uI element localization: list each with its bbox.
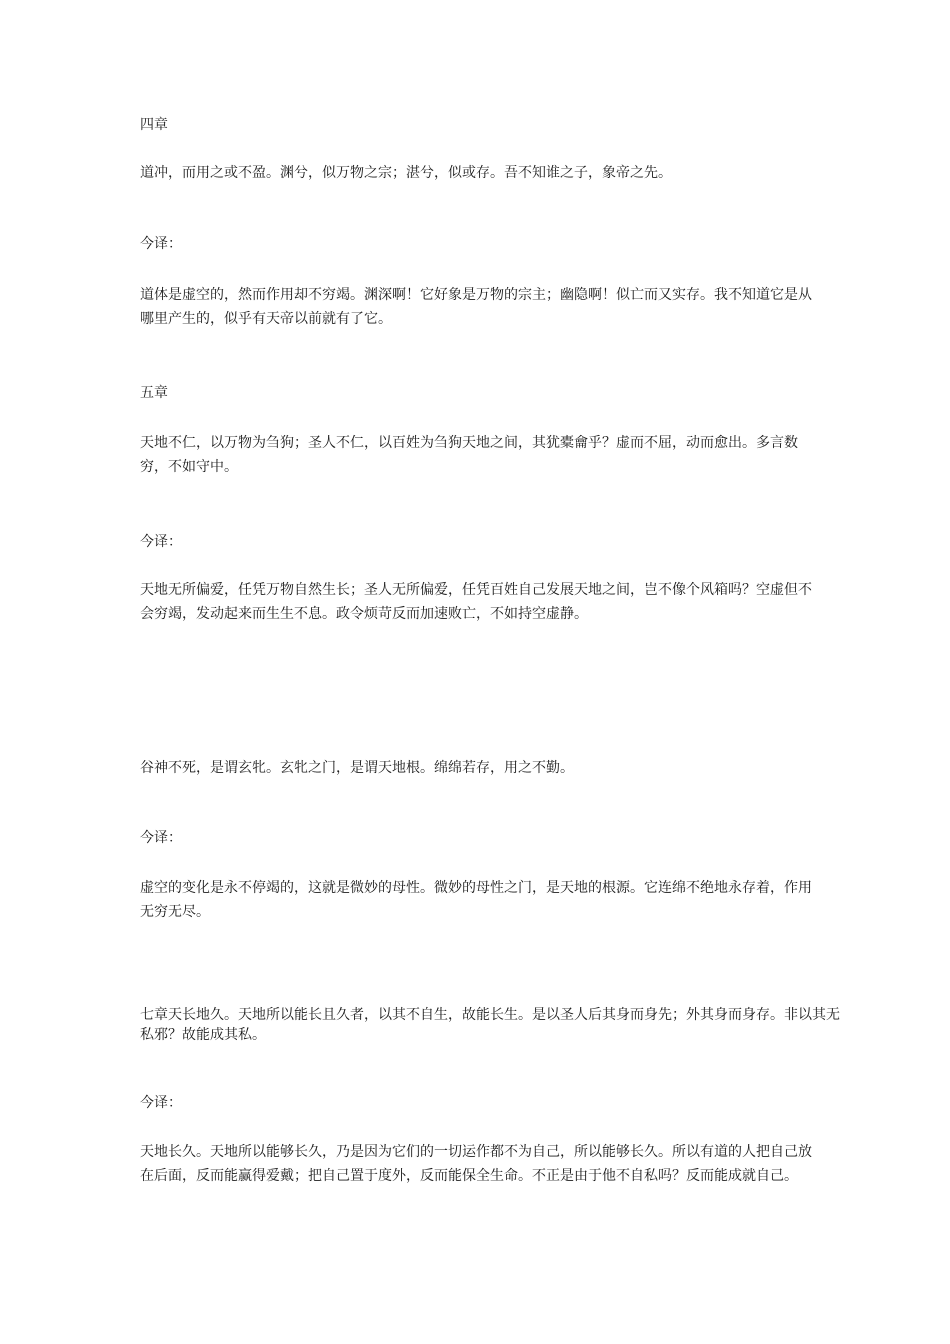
chapter-6-translation-label: 今译： (140, 830, 182, 846)
chapter-4-translation: 道体是虚空的，然而作用却不穷竭。渊深啊！它好象是万物的宗主；幽隐啊！似亡而又实存。我不知道它是从哪里产生的，似乎有天帝以前就有了它。 (140, 287, 812, 327)
chapter-4-text: 道冲，而用之或不盈。渊兮，似万物之宗；湛兮，似或存。吾不知谁之子，象帝之先。 (140, 165, 672, 181)
chapter-6-translation: 虚空的变化是永不停竭的，这就是微妙的母性。微妙的母性之门，是天地的根源。它连绵不绝地永存着，作用无穷无尽。 (140, 880, 812, 920)
chapter-5-text: 天地不仁，以万物为刍狗；圣人不仁，以百姓为刍狗天地之间，其犹橐龠乎？虚而不屈，动而愈出。多言数穷，不如守中。 (140, 435, 798, 475)
chapter-5-translation-label: 今译： (140, 534, 182, 550)
chapter-7-translation: 天地长久。天地所以能够长久，乃是因为它们的一切运作都不为自己，所以能够长久。所以有道的人把自己放在后面，反而能赢得爱戴；把自己置于度外，反而能保全生命。不正是由于他不自私吗？反而能成就自己。 (140, 1144, 812, 1184)
chapter-7-text: 七章天长地久。天地所以能长且久者，以其不自生，故能长生。是以圣人后其身而身先；外其身而身存。非以其无私邪？故能成其私。 (140, 1007, 840, 1043)
chapter-4-title: 四章 (140, 117, 168, 133)
chapter-6-text: 谷神不死，是谓玄牝。玄牝之门，是谓天地根。绵绵若存，用之不勤。 (140, 760, 574, 776)
chapter-5-title: 五章 (140, 385, 168, 401)
chapter-5-translation: 天地无所偏爱，任凭万物自然生长；圣人无所偏爱，任凭百姓自己发展天地之间，岂不像个风箱吗？空虚但不会穷竭，发动起来而生生不息。政令烦苛反而加速败亡，不如持空虚静。 (140, 582, 812, 622)
chapter-7-translation-label: 今译： (140, 1095, 182, 1111)
chapter-4-translation-label: 今译： (140, 236, 182, 252)
